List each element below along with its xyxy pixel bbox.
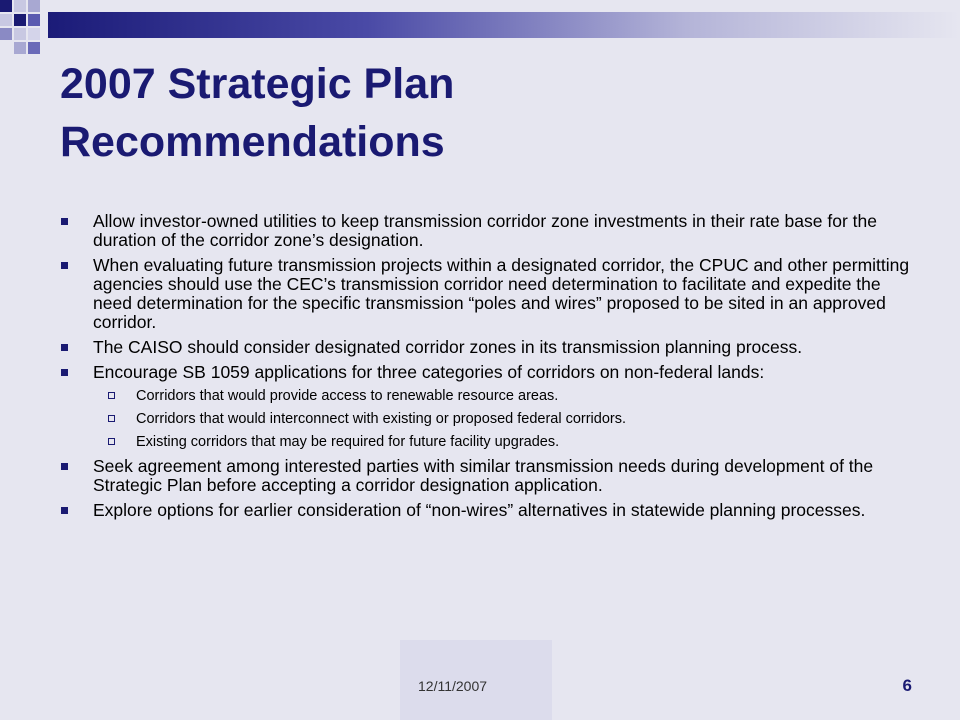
- sub-bullet-item: [60, 388, 920, 405]
- slide-title: [60, 55, 920, 171]
- sub-bullet-item: [60, 434, 920, 451]
- header-gradient-bar: [48, 12, 960, 38]
- bullet-item: [60, 457, 920, 495]
- bullet-item: [60, 338, 920, 357]
- bullet-text: The CAISO should consider designated corridor zones in its transmission planning process.: [93, 337, 803, 357]
- bullet-list: [60, 212, 920, 526]
- sub-bullet-text: Corridors that would provide access to renewable resource areas.: [136, 388, 559, 404]
- square-bullet-icon: [61, 262, 68, 269]
- hollow-square-bullet-icon: [108, 438, 115, 445]
- square-bullet-icon: [61, 463, 68, 470]
- hollow-square-bullet-icon: [108, 415, 115, 422]
- bullet-text: When evaluating future transmission projects within a designated corridor, the CPUC and other permitting agencies should use the CEC’s transmission corridor need determination to facilitate and expedite the need determination for the specific transmission “poles and wires” proposed to be sited in an approved corridor.: [93, 255, 910, 332]
- bullet-text: Seek agreement among interested parties with similar transmission needs during development of the Strategic Plan before accepting a corridor designation application.: [93, 456, 874, 495]
- sub-bullet-text: Corridors that would interconnect with existing or proposed federal corridors.: [136, 411, 627, 427]
- bullet-item: [60, 212, 920, 250]
- footer-date: 12/11/2007: [418, 678, 488, 694]
- title-line-2: Recommendations: [60, 118, 445, 166]
- square-bullet-icon: [61, 344, 68, 351]
- bullet-item: [60, 256, 920, 332]
- sub-bullet-text: Existing corridors that may be required for future facility upgrades.: [136, 434, 560, 450]
- square-bullet-icon: [61, 507, 68, 514]
- bullet-text: Explore options for earlier consideration of “non-wires” alternatives in statewide planning processes.: [93, 500, 866, 520]
- page-number: 6: [902, 676, 912, 695]
- title-line-1: 2007 Strategic Plan: [60, 60, 455, 108]
- bullet-item: [60, 363, 920, 382]
- hollow-square-bullet-icon: [108, 392, 115, 399]
- square-bullet-icon: [61, 369, 68, 376]
- square-bullet-icon: [61, 218, 68, 225]
- bullet-item: [60, 501, 920, 520]
- sub-bullet-item: [60, 411, 920, 428]
- bullet-text: Allow investor-owned utilities to keep transmission corridor zone investments in their rate base for the duration of the corridor zone’s designation.: [93, 211, 877, 250]
- bullet-text: Encourage SB 1059 applications for three categories of corridors on non-federal lands:: [93, 362, 765, 382]
